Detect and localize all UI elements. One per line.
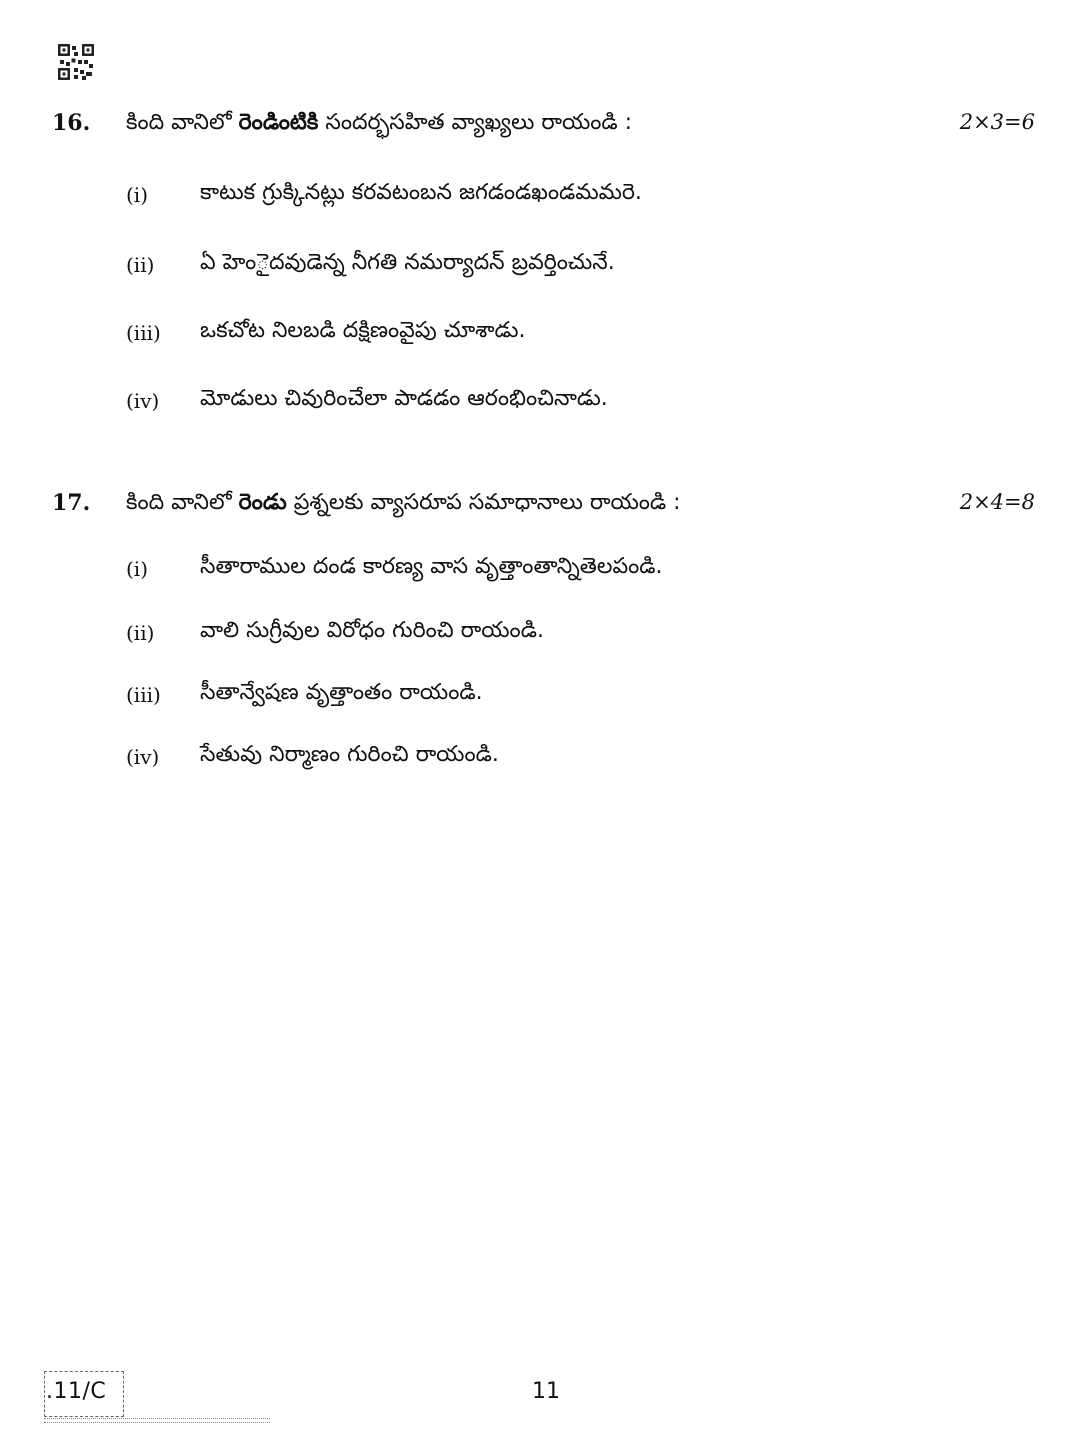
item-text: సేతువు నిర్మాణం గురించి రాయండి.: [200, 742, 499, 767]
item-label: (i): [126, 183, 149, 207]
item-label: (iii): [126, 683, 161, 707]
question-marks: 2×4=8: [959, 490, 1035, 514]
question-text-suffix: సందర్భసహిత వ్యాఖ్యలు రాయండి :: [318, 110, 633, 135]
question-text-prefix: కింది వానిలో: [126, 490, 239, 515]
item-label: (iv): [126, 745, 160, 769]
item-label: (ii): [126, 253, 155, 277]
item-text: సీతారాముల దండ కారణ్య వాస వృత్తాంతాన్నితెలపండి.: [200, 554, 663, 579]
page-number: 11: [532, 1379, 560, 1404]
item-text: సీతాన్వేషణ వృత్తాంతం రాయండి.: [200, 680, 483, 705]
item-text: కాటుక గ్రుక్కినట్లు కరవటంబన జగడండఖండమమరె.: [200, 180, 642, 205]
question-text-suffix: ప్రశ్నలకు వ్యాసరూప సమాధానాలు రాయండి :: [286, 490, 681, 515]
item-label: (ii): [126, 621, 155, 645]
question-text-emphasis: రెండు: [238, 490, 287, 515]
question-number: 17.: [52, 490, 91, 516]
question-text-prefix: కింది వానిలో: [126, 110, 239, 135]
question-text-emphasis: రెండింటికి: [238, 110, 319, 135]
question-text: [126, 490, 681, 520]
question-number: 16.: [52, 110, 91, 136]
item-label: (iv): [126, 389, 160, 413]
paper-code: .11/C: [46, 1379, 107, 1404]
qr-code-icon: [58, 44, 94, 80]
item-text: మోడులు చివురించేలా పాడడం ఆరంభించినాడు.: [200, 386, 608, 411]
item-label: (iii): [126, 321, 161, 345]
item-text: ఏ హెంైదవుడెన్న నీగతి నమర్యాదన్ బ్రవర్తించునే.: [200, 250, 615, 275]
item-text: ఒకచోట నిలబడి దక్షిణంవైపు చూశాడు.: [200, 318, 526, 343]
item-text: వాలి సుగ్రీవుల విరోధం గురించి రాయండి.: [200, 618, 544, 643]
item-label: (i): [126, 557, 149, 581]
paper-code-underline: [44, 1418, 270, 1423]
question-text: [126, 110, 632, 140]
question-marks: 2×3=6: [959, 110, 1035, 134]
